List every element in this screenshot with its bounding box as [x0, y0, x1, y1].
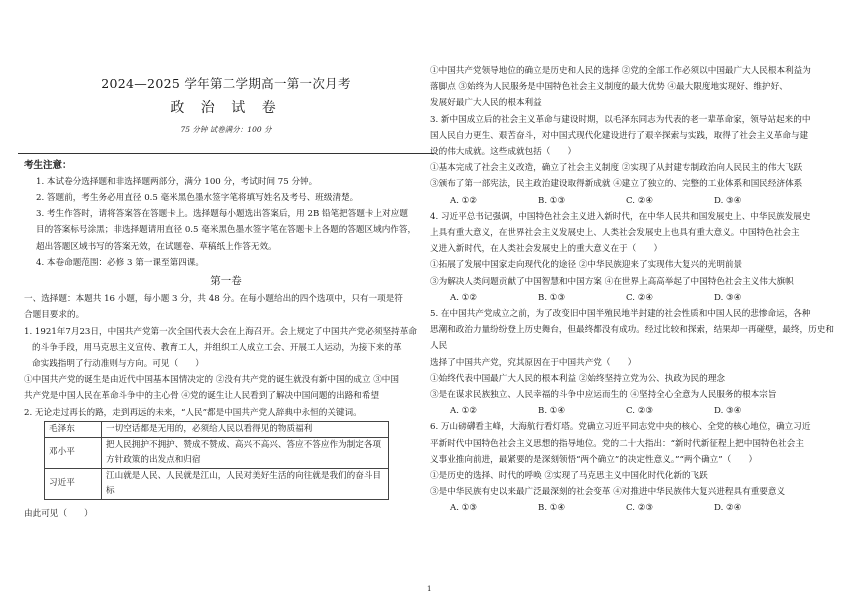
choice-b: B. ①④: [538, 503, 566, 514]
choice-d: D. ②④: [714, 503, 742, 514]
table-cell-name: 毛泽东: [45, 421, 102, 437]
question-3-line: 国人民自力更生、艰苦奋斗，对中国式现代化建设进行了艰辛探索与实践，取得了社会主义革命与建: [430, 130, 809, 141]
question-3-line: 3. 新中国成立后的社会主义革命与建设时期，以毛泽东同志为代表的老一辈革命家，领导站起来的中: [430, 114, 811, 125]
choice-d: D. ③④: [714, 406, 742, 417]
notice-item: 1. 本试卷分选择题和非选择题两部分，满分 100 分，考试时间 75 分钟。: [36, 176, 318, 187]
notice-item: 4. 本卷命题范围：必修 3 第一课至第四课。: [36, 257, 204, 268]
q2-option-line: ①中国共产党领导地位的确立是历史和人民的选择 ②党的全部工作必须以中国最广大人民根本利益为: [430, 66, 811, 76]
choice-b: B. ①③: [538, 292, 566, 303]
table-row: [45, 437, 389, 468]
quote-line: 标: [106, 485, 115, 496]
quote-line: 方针政策的出发点和归宿: [106, 454, 201, 465]
question-5-line: 5. 在中国共产党成立之前，为了改变旧中国半殖民地半封建的社会性质和中国人民的悲惨命运，各种: [430, 309, 811, 320]
notice-heading: 考生注意：: [24, 159, 72, 171]
table-cell-quote: [102, 437, 389, 468]
question-6-line: 6. 万山磅礴看主峰，大海航行看灯塔。党确立习近平同志党中央的核心、全党的核心地位，确立习近: [430, 422, 811, 433]
question-3-line: ③颁布了第一部宪法，民主政治建设取得新成就 ④建立了独立的、完整的工业体系和国民经济体系: [430, 179, 803, 190]
question-4-line: ①拓展了发展中国家走向现代化的途径 ②中华民族迎来了实现伟大复兴的光明前景: [430, 260, 743, 271]
table-cell-quote: 一切空话都是无用的，必须给人民以看得见的物质福利: [102, 421, 389, 437]
question-4-line: 4. 习近平总书记强调，中国特色社会主义进入新时代，在中华人民共和国发展史上、中华民族发展史: [430, 211, 811, 222]
question-5-line: ③是在谋求民族独立、人民幸福的斗争中应运而生的 ④坚持全心全意为人民服务的根本宗旨: [430, 390, 777, 401]
quote-line: 把人民拥护不拥护、赞成不赞成、高兴不高兴、答应不答应作为制定各项: [106, 439, 382, 450]
page-number: 1: [427, 585, 432, 593]
question-5-line: 思潮和政治力量纷纷登上历史舞台，但最终都没有成功。经过比较和探索，结果却一再碰壁，最终，历史和人民: [430, 325, 834, 352]
section-instructions: 合题目要求的。: [24, 310, 85, 321]
header-divider: [18, 153, 434, 154]
choice-c: C. ②④: [626, 195, 654, 206]
notice-item: 2. 答题前，考生务必用直径 0.5 毫米黑色墨水签字笔将填写姓名及考号、班级清楚。: [36, 193, 359, 204]
question-4-line: ③为解决人类问题贡献了中国智慧和中国方案 ④在世界上高高举起了中国特色社会主义伟大旗帜: [430, 276, 794, 287]
choice-c: C. ②③: [626, 406, 654, 417]
left-column: [24, 0, 428, 522]
question-1-line: 1. 1921年7月23日，中国共产党第一次全国代表大会在上海召开。会上规定了中国共产党必须坚持革命: [24, 326, 417, 337]
notice-item: 3. 考生作答时，请将答案答在答题卡上。选择题每小题选出答案后，用 2B 铅笔把答题卡上对应题: [36, 209, 408, 220]
question-6-line: ①是历史的选择、时代的呼唤 ②实现了马克思主义中国化时代化新的飞跃: [430, 471, 708, 482]
question-3-line: 设的伟大成就。这些成就包括（ ）: [430, 147, 577, 158]
table-cell-name: 习近平: [45, 468, 102, 499]
notice-item: 目的答案标号涂黑；非选择题请用直径 0.5 毫米黑色墨水签字笔在答题卡上各题的答题区域内作答，: [36, 225, 417, 236]
question-2-tail: 由此可见（ ）: [24, 508, 93, 519]
question-4-line: 义进入新时代，在人类社会发展史上的重大意义在于（ ）: [430, 244, 663, 255]
question-5-line: 选择了中国共产党，究其原因在于中国共产党（ ）: [430, 357, 637, 368]
table-cell-name: 邓小平: [45, 437, 102, 468]
choice-a: A. ①③: [450, 503, 478, 514]
q2-option-line: 发展好最广大人民的根本利益: [430, 98, 542, 109]
question-1-line: 命实践指明了行动准则与方向。可见（ ）: [32, 359, 204, 370]
section-instructions: 一、选择题：本题共 16 小题，每小题 3 分，共 48 分。在每小题给出的四个选项中，只有一项是符: [24, 294, 403, 305]
question-3-choices: [430, 193, 840, 209]
section-title: 第一卷: [210, 275, 242, 288]
table-cell-quote: [102, 468, 389, 499]
question-1-line: 共产党是中国人民在革命斗争中的主心骨 ④党的诞生让人民看到了解决中国问题的出路和希望: [24, 391, 380, 402]
exam-title: 2024—2025 学年第二学期高一第一次月考: [101, 76, 351, 91]
question-5-line: ①始终代表中国最广大人民的根本利益 ②始终坚持立党为公、执政为民的理念: [430, 373, 725, 384]
choice-c: C. ②④: [626, 292, 654, 303]
choice-a: A. ①②: [450, 195, 478, 206]
choice-a: A. ①②: [450, 406, 478, 417]
exam-subject: 政 治 试 卷: [170, 100, 282, 117]
choice-b: B. ①④: [538, 406, 566, 417]
notice-item: 超出答题区域书写的答案无效，在试题卷、草稿纸上作答无效。: [36, 241, 277, 252]
question-6-line: 平新时代中国特色社会主义思想的指导地位。党的二十大指出：“新时代新征程上把中国特色社会主: [430, 438, 804, 449]
table-row: [45, 421, 389, 437]
table-row: [45, 468, 389, 499]
quote-line: 江山就是人民、人民就是江山，人民对美好生活的向往就是我们的奋斗目: [106, 470, 382, 481]
question-4-choices: [430, 290, 840, 306]
choice-d: D. ③④: [714, 292, 742, 303]
question-4-line: 上具有重大意义，在世界社会主义发展史上、人类社会发展史上也具有重大意义。中国特色社会主: [430, 228, 800, 239]
choice-a: A. ①②: [450, 292, 478, 303]
question-2-intro: 2. 无论走过再长的路，走到再远的未来，“人民”都是中国共产党人辞典中永恒的关键词。: [24, 407, 362, 418]
notice-list: [24, 174, 428, 271]
quote-table: [44, 421, 389, 500]
q2-option-line: 落脚点 ③始终为人民服务是中国特色社会主义制度的最大优势 ④最大限度地实现好、维护好、: [430, 82, 788, 93]
choice-b: B. ①③: [538, 195, 566, 206]
question-5-choices: [430, 403, 840, 419]
question-3-line: ①基本完成了社会主义改造，确立了社会主义制度 ②实现了从封建专制政治向人民民主的伟大飞跃: [430, 163, 803, 174]
question-1-line: ①中国共产党的诞生是由近代中国基本国情决定的 ②没有共产党的诞生就没有新中国的成立 ③中国: [24, 375, 399, 386]
question-6-line: ③是中华民族有史以来最广泛最深刻的社会变革 ④对推进中华民族伟大复兴进程具有重要意义: [430, 487, 786, 498]
exam-meta: 75 分钟 试卷满分：100 分: [180, 125, 272, 135]
right-column: [430, 63, 840, 517]
choice-d: D. ③④: [714, 195, 742, 206]
question-6-choices: [430, 500, 840, 516]
question-1-line: 的斗争手段，用马克思主义宣传、教育工人，并组织工人成立工会、开展工人运动，为接下来的革: [32, 342, 402, 353]
question-6-line: 义事业推向前进，最紧要的是深刻领悟“两个确立”的决定性意义。”“两个确立”（ ）: [430, 454, 758, 465]
choice-c: C. ②③: [626, 503, 654, 514]
